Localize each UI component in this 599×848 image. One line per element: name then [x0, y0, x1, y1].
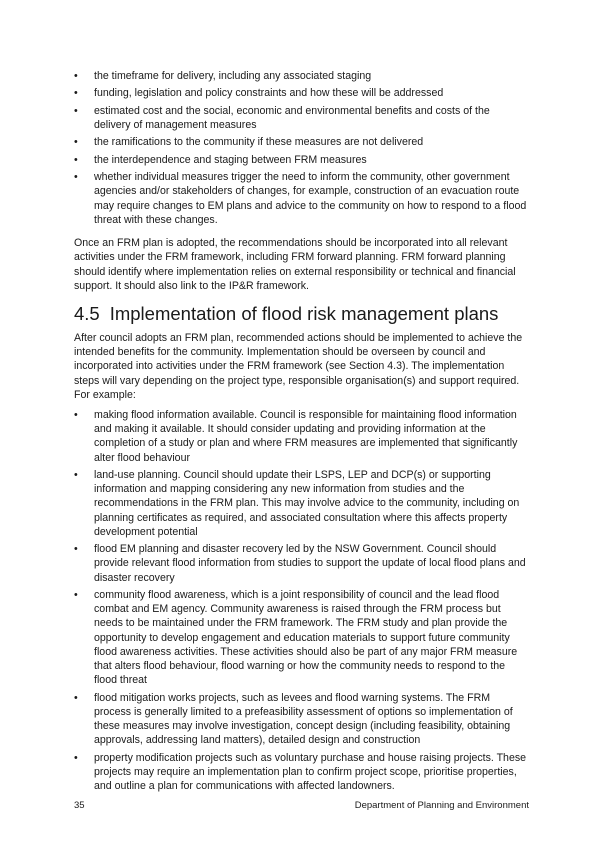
- section-title: Implementation of flood risk management plans: [109, 302, 499, 324]
- section-intro-paragraph: After council adopts an FRM plan, recommended actions should be implemented to achieve the intended benefits for the community. Implementation should be overseen by council and incorporated into activities under the FRM framework (see Section 4.3). The implementation steps will vary depending on the project type, responsible organisation(s) and support required. For example:: [74, 331, 523, 401]
- intro-bullet-list: [74, 69, 529, 227]
- bullet-icon: •: [74, 136, 78, 149]
- bullet-icon: •: [74, 171, 78, 184]
- list-item: [74, 408, 529, 465]
- list-item-text: whether individual measures trigger the need to inform the community, other government agencies and/or stakeholders of changes, for example, construction of an evacuation route may require changes to EM plans and advice to the community on how to respond to a flood threat with these changes.: [94, 171, 527, 226]
- list-item: [74, 542, 529, 585]
- page-number: 35: [74, 800, 85, 811]
- list-item: [74, 135, 529, 149]
- bullet-icon: •: [74, 104, 78, 117]
- bullet-icon: •: [74, 87, 78, 100]
- list-item: [74, 69, 529, 83]
- list-item: [74, 588, 529, 687]
- bullet-icon: •: [74, 408, 78, 421]
- list-item-text: property modification projects such as voluntary purchase and house raising projects. These projects may require an implementation plan to confirm project scope, prioritise properties, and outline a plan for communications with affected landowners.: [94, 751, 527, 792]
- list-item: [74, 751, 529, 794]
- bullet-icon: •: [74, 468, 78, 481]
- list-item-text: making flood information available. Council is responsible for maintaining flood information and making it available. It should consider updating and providing information at the completion of a study or plan and where FRM measures are implemented that significantly alter flood behaviour: [94, 408, 518, 464]
- list-item: [74, 153, 529, 167]
- list-item-text: the ramifications to the community if these measures are not delivered: [94, 136, 424, 149]
- bullet-icon: •: [74, 153, 78, 166]
- list-item-text: funding, legislation and policy constraints and how these will be addressed: [94, 87, 444, 100]
- list-item-text: land-use planning. Council should update their LSPS, LEP and DCP(s) or supporting information and mapping considering any new information from studies and the recommendations in the FRM plan. This may involve advice to the community, including on planning certificates as required, and associated consultation where this affects property development potential: [94, 468, 520, 538]
- implementation-bullet-list: [74, 408, 529, 793]
- list-item-text: flood EM planning and disaster recovery led by the NSW Government. Council should provide relevant flood information from studies to support the update of local flood plans and disaster recovery: [94, 543, 526, 584]
- list-item-text: flood mitigation works projects, such as levees and flood warning systems. The FRM process is generally limited to a prefeasibility assessment of options so implementation of these measures may involve investigation, concept design (including feasibility, obtaining approvals, addressing land matters), detailed design and construction: [94, 691, 513, 747]
- list-item-text: the timeframe for delivery, including any associated staging: [94, 70, 372, 82]
- section-heading: [74, 303, 529, 325]
- list-item-text: the interdependence and staging between FRM measures: [94, 153, 367, 166]
- bullet-icon: •: [74, 751, 78, 764]
- page-footer: [74, 800, 529, 812]
- bullet-icon: •: [74, 588, 78, 601]
- list-item: [74, 468, 529, 539]
- list-item: [74, 691, 529, 748]
- section-number: 4.5: [74, 302, 100, 324]
- bullet-icon: •: [74, 70, 78, 82]
- footer-department: Department of Planning and Environment: [354, 800, 529, 811]
- list-item: [74, 104, 529, 132]
- list-item-text: estimated cost and the social, economic and environmental benefits and costs of the delivery of management measures: [94, 104, 490, 131]
- list-item-text: community flood awareness, which is a joint responsibility of council and the lead flood combat and EM agency. Community awareness is raised through the FRM process but needs to be maintained under the FRM framework. The FRM study and plan provide the opportunity to develop engagement and education materials to support future community flood awareness activities. These activities should also be part of any major FRM measure that alters flood behaviour, flood warning or how the community needs to respond to the flood threat: [94, 588, 518, 687]
- list-item: [74, 86, 529, 100]
- document-page: [74, 69, 529, 796]
- adoption-paragraph: Once an FRM plan is adopted, the recommendations should be incorporated into all relevant activities under the FRM framework, including FRM forward planning. FRM forward planning should identify where implementation relies on external responsibility or technical and financial support. It should also link to the IP&R framework.: [74, 237, 516, 292]
- bullet-icon: •: [74, 543, 78, 556]
- bullet-icon: •: [74, 691, 78, 704]
- list-item: [74, 170, 529, 227]
